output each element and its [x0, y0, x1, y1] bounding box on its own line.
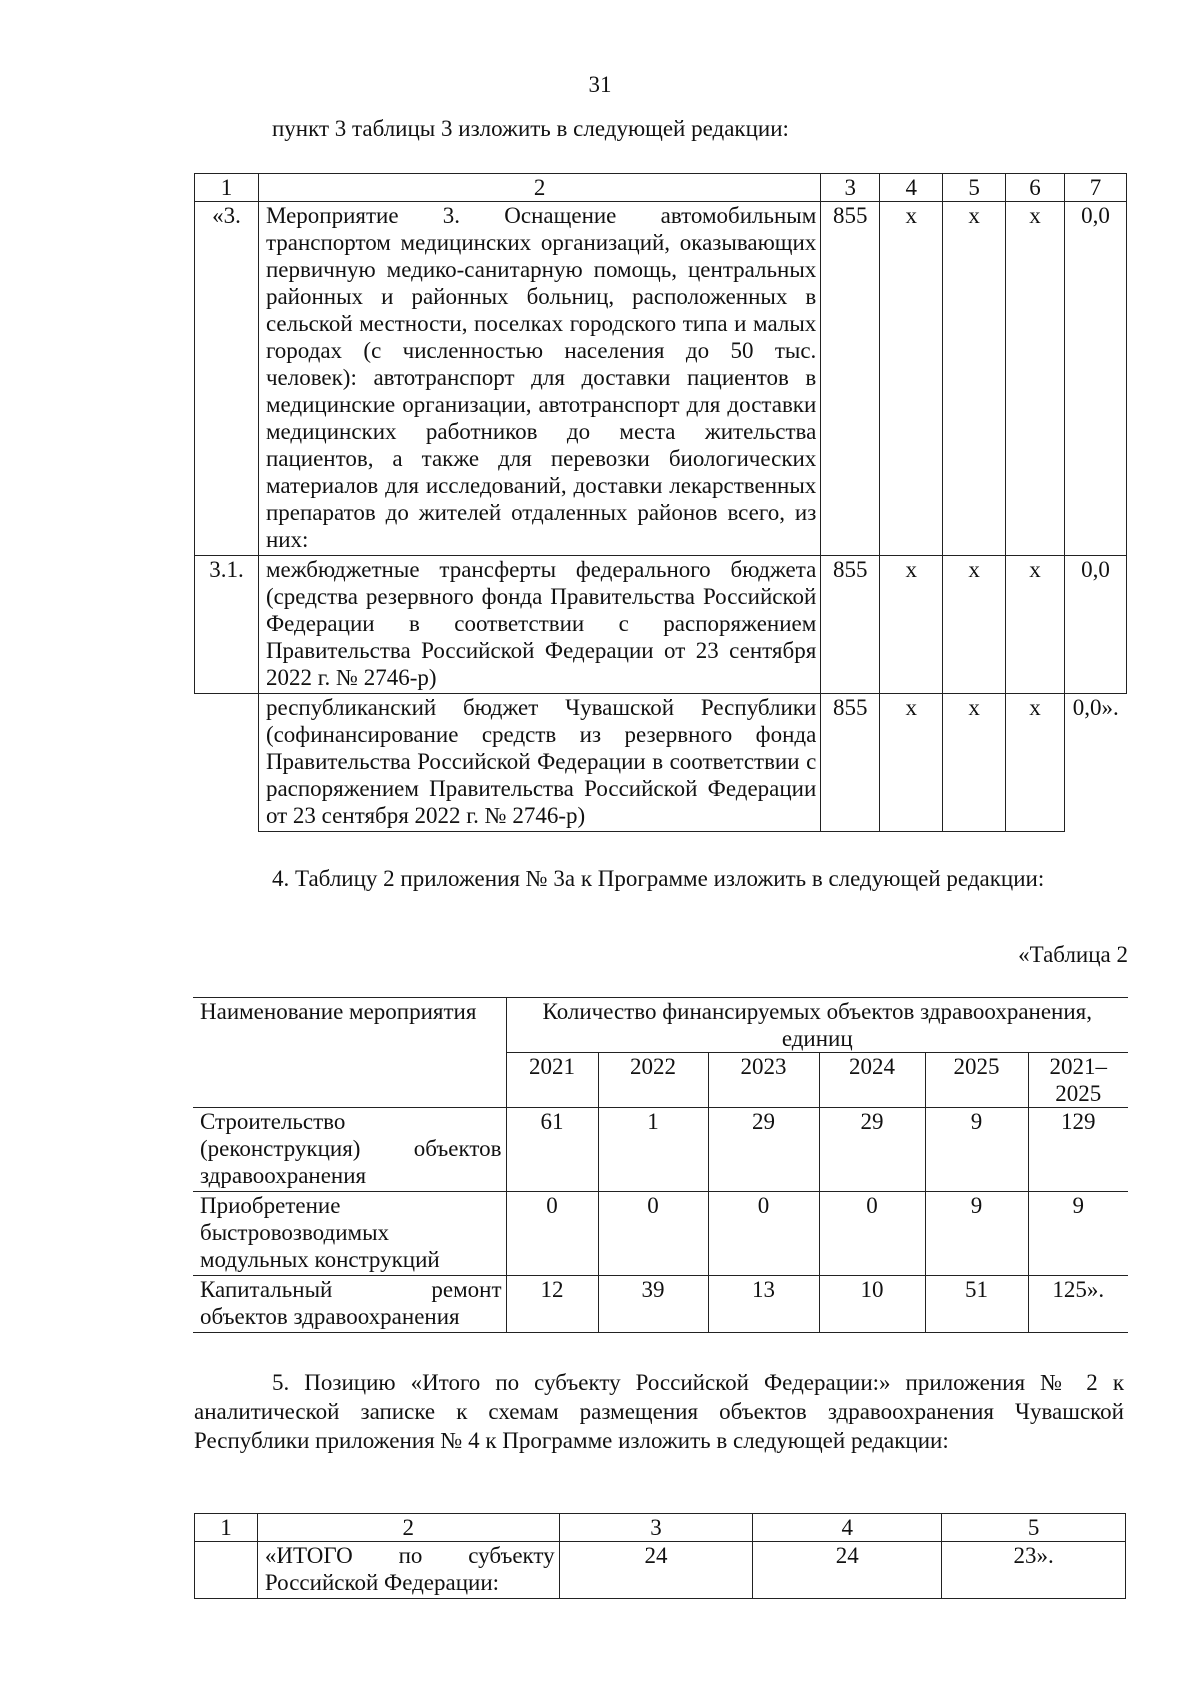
cell-value: 129: [1028, 1108, 1128, 1192]
cell-value: х: [880, 202, 943, 556]
cell-value: 39: [598, 1276, 708, 1333]
table-header-row: [193, 998, 1128, 1053]
cell-value: х: [880, 556, 943, 694]
measure-name: Капитальный ремонт объектов здравоохранения: [193, 1276, 506, 1333]
header-cell: 3: [559, 1514, 753, 1542]
table-total: [194, 1513, 1126, 1599]
table-row: [195, 202, 1127, 556]
row-description: Мероприятие 3. Оснащение автомобильным транспортом медицинских организаций, оказывающих первичную медико-санитарную помощь, центральных районных и районных больниц, расположенных в сельской местности, поселках городского типа и малых городах (с численностью населения до 50 тыс. человек): автотранспорт для доставки пациентов в медицинские организации, автотранспорт для доставки медицинских работников до места жительства пациентов, а также для перевозки биологических материалов для исследований, доставки лекарственных препаратов до жителей отдаленных районов всего, из них:: [258, 202, 820, 556]
header-cell: 6: [1006, 174, 1065, 202]
cell-value: 24: [753, 1542, 942, 1599]
cell-value: х: [943, 556, 1006, 694]
table-facilities-count: [193, 997, 1128, 1333]
cell-value: 51: [925, 1276, 1028, 1333]
table-measure-3: [194, 173, 1127, 832]
table-row: [195, 556, 1127, 694]
header-cell: 5: [942, 1514, 1126, 1542]
table-header-row: [195, 1514, 1126, 1542]
row-number: «3.: [195, 202, 259, 556]
cell-value: 0,0: [1064, 556, 1126, 694]
header-cell: 4: [880, 174, 943, 202]
cell-value: 29: [708, 1108, 819, 1192]
cell-value: 23».: [942, 1542, 1126, 1599]
cell-value: 61: [506, 1108, 598, 1192]
header-cell: 4: [753, 1514, 942, 1542]
cell-value: х: [1006, 556, 1065, 694]
row-description: республиканский бюджет Чувашской Республики (софинансирование средств из резервного фонда Правительства Российской Федерации в соответствии с распоряжением Правительства Российской Федерации от 23 сентября 2022 г. № 2746-р): [258, 694, 820, 832]
header-year: 2021: [506, 1053, 598, 1108]
table-header-row: [195, 174, 1127, 202]
header-cell: 1: [195, 1514, 258, 1542]
cell-value: 0: [598, 1192, 708, 1276]
cell-value: 0: [506, 1192, 598, 1276]
cell-value: 125».: [1028, 1276, 1128, 1333]
cell-value: 855: [821, 694, 880, 832]
cell-value: х: [943, 694, 1006, 832]
header-cell: 7: [1064, 174, 1126, 202]
header-cell: 3: [821, 174, 880, 202]
paragraph-4: 4. Таблицу 2 приложения № 3а к Программе изложить в следующей редакции:: [272, 866, 1045, 891]
header-cell: 5: [943, 174, 1006, 202]
cell-value: 1: [598, 1108, 708, 1192]
row-description: межбюджетные трансферты федерального бюджета (средства резервного фонда Правительства Российской Федерации в соответствии с распоряжением Правительства Российской Федерации от 23 сентября 2022 г. № 2746-р): [258, 556, 820, 694]
header-year: 2022: [598, 1053, 708, 1108]
header-year: 2023: [708, 1053, 819, 1108]
cell-value: 9: [925, 1108, 1028, 1192]
page-number: 31: [588, 72, 612, 97]
cell-value: х: [943, 202, 1006, 556]
table-row: [193, 1108, 1128, 1192]
header-cell: 1: [195, 174, 259, 202]
cell-value: 24: [559, 1542, 753, 1599]
header-year: 2025: [925, 1053, 1028, 1108]
row-number: [195, 694, 259, 832]
header-measure-name: Наименование мероприятия: [193, 998, 506, 1108]
cell-value: 9: [1028, 1192, 1128, 1276]
cell-value: 0,0».: [1064, 694, 1126, 832]
table-row: [193, 1276, 1128, 1333]
cell-value: 855: [821, 556, 880, 694]
header-group: Количество финансируемых объектов здравоохранения, единиц: [506, 998, 1128, 1053]
intro-text: пункт 3 таблицы 3 изложить в следующей редакции:: [272, 116, 789, 141]
cell-value: 855: [821, 202, 880, 556]
cell-value: 10: [819, 1276, 925, 1333]
header-year: 2021–2025: [1028, 1053, 1128, 1108]
total-label: «ИТОГО по субъекту Российской Федерации:: [257, 1542, 559, 1599]
row-number: [195, 1542, 258, 1599]
row-number: 3.1.: [195, 556, 259, 694]
table-row: [195, 1542, 1126, 1599]
header-cell: 2: [258, 174, 820, 202]
cell-value: 0: [819, 1192, 925, 1276]
cell-value: х: [880, 694, 943, 832]
cell-value: 12: [506, 1276, 598, 1333]
table-row: [193, 1192, 1128, 1276]
table-row: [195, 694, 1127, 832]
cell-value: 0: [708, 1192, 819, 1276]
cell-value: х: [1006, 694, 1065, 832]
cell-value: 13: [708, 1276, 819, 1333]
measure-name: Строительство (реконструкция) объектов здравоохранения: [193, 1108, 506, 1192]
cell-value: 0,0: [1064, 202, 1126, 556]
measure-name: Приобретение быстровозводимых модульных конструкций: [193, 1192, 506, 1276]
cell-value: х: [1006, 202, 1065, 556]
paragraph-5: 5. Позицию «Итого по субъекту Российской Федерации:» приложения № 2 к аналитической записке к схемам размещения объектов здравоохранения Чувашской Республики приложения № 4 к Программе изложить в следующей редакции:: [194, 1370, 1124, 1453]
header-cell: 2: [257, 1514, 559, 1542]
table-2-label: «Таблица 2: [1018, 942, 1128, 967]
cell-value: 9: [925, 1192, 1028, 1276]
header-year: 2024: [819, 1053, 925, 1108]
cell-value: 29: [819, 1108, 925, 1192]
